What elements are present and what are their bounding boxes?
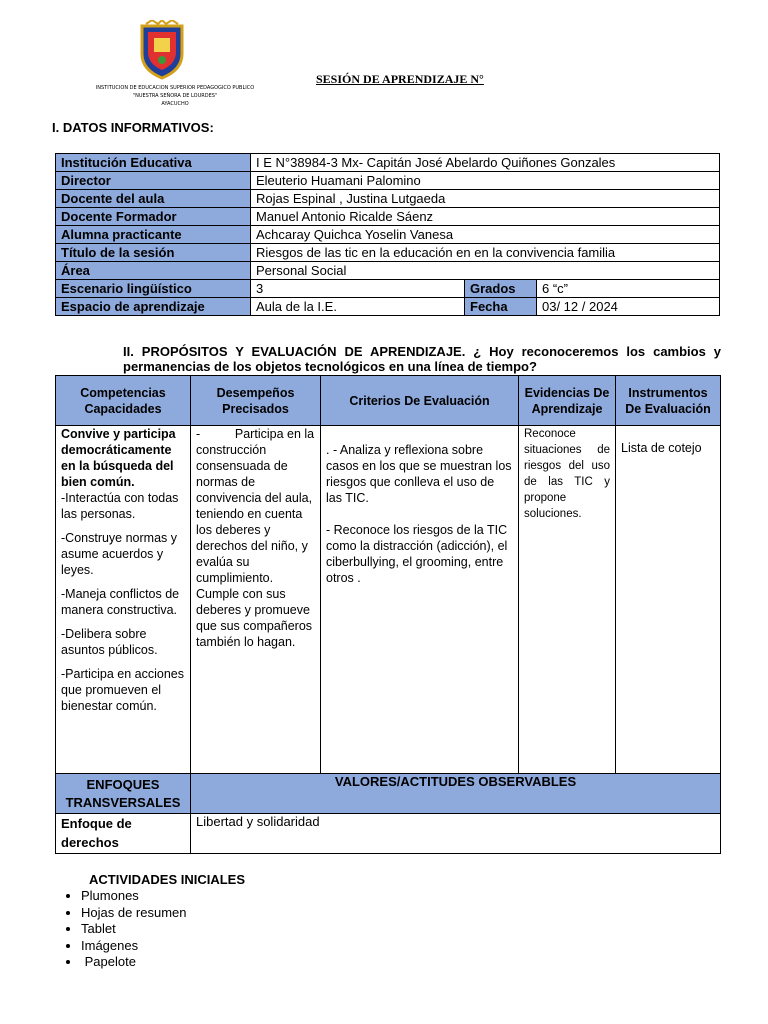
row-value: 6 “c” bbox=[537, 280, 720, 298]
capacidad-item: -Maneja conflictos de manera constructiva. bbox=[61, 587, 180, 617]
column-header: Competencias Capacidades bbox=[56, 376, 191, 426]
page-title: SESIÓN DE APRENDIZAJE N° bbox=[316, 72, 484, 86]
row-label: Espacio de aprendizaje bbox=[56, 298, 251, 316]
list-item: • Papelote bbox=[81, 954, 187, 971]
capacidad-item: -Delibera sobre asuntos públicos. bbox=[61, 627, 158, 657]
competencia-title: Convive y participa democráticamente en la búsqueda del bien común. bbox=[61, 427, 176, 489]
valor-cell: Libertad y solidaridad bbox=[191, 814, 721, 854]
list-item: • Tablet bbox=[81, 921, 187, 938]
table-row bbox=[56, 774, 721, 814]
row-label: Escenario lingüístico bbox=[56, 280, 251, 298]
list-item: • Imágenes bbox=[81, 938, 187, 955]
materials-list bbox=[52, 888, 187, 971]
evidencia-cell bbox=[519, 426, 616, 774]
column-header: Criterios De Evaluación bbox=[321, 376, 519, 426]
table-row bbox=[56, 172, 720, 190]
row-value: Personal Social bbox=[251, 262, 720, 280]
competencias-cell bbox=[56, 426, 191, 774]
row-label: Docente del aula bbox=[56, 190, 251, 208]
capacidad-item: -Interactúa con todas las personas. bbox=[61, 491, 179, 521]
table-row bbox=[56, 298, 720, 316]
row-value: Riesgos de las tic en la educación en en la convivencia familia bbox=[251, 244, 720, 262]
institution-motto: "NUESTRA SEÑORA DE LOURDES" bbox=[132, 93, 218, 99]
table-row bbox=[56, 226, 720, 244]
row-label: Fecha bbox=[465, 298, 537, 316]
table-row bbox=[56, 190, 720, 208]
institution-city: AYACUCHO bbox=[161, 101, 189, 107]
row-value: Eleuterio Huamani Palomino bbox=[251, 172, 720, 190]
list-item: • Plumones bbox=[81, 888, 187, 905]
row-value: Achcaray Quichca Yoselin Vanesa bbox=[251, 226, 720, 244]
section-3-heading: ACTIVIDADES INICIALES bbox=[89, 872, 246, 887]
row-label: Grados bbox=[465, 280, 537, 298]
row-value: 03/ 12 / 2024 bbox=[537, 298, 720, 316]
row-value: Aula de la I.E. bbox=[251, 298, 465, 316]
section-2-heading: II. PROPÓSITOS Y EVALUACIÓN DE APRENDIZAJE. ¿ Hoy reconoceremos los cambios y permanencias de los objetos tecnológicos en una línea de tiempo? bbox=[123, 344, 721, 374]
table-row bbox=[56, 262, 720, 280]
desempeno-text: - Participa en la construcción consensuada de normas de convivencia del aula, teniendo en cuenta los deberes y derechos del niño, y evalúa su cumplimiento. Cumple con sus deberes y promueve que sus compañeros también lo hagan. bbox=[196, 427, 318, 649]
row-label: Institución Educativa bbox=[56, 154, 251, 172]
column-header: Evidencias De Aprendizaje bbox=[519, 376, 616, 426]
desempeno-cell bbox=[191, 426, 321, 774]
capacidad-item: -Construye normas y asume acuerdos y leyes. bbox=[61, 531, 178, 577]
criterio-item: . - Analiza y reflexiona sobre casos en los que se muestran los riesgos que conlleva el uso de las TIC. bbox=[326, 443, 512, 505]
table-row bbox=[56, 154, 720, 172]
instrumento-text: Lista de cotejo bbox=[621, 441, 702, 455]
row-value: 3 bbox=[251, 280, 465, 298]
enfoques-header: ENFOQUES TRANSVERSALES bbox=[56, 774, 191, 814]
datos-informativos-table bbox=[55, 153, 720, 316]
row-value: Manuel Antonio Ricalde Sáenz bbox=[251, 208, 720, 226]
table-header-row bbox=[56, 376, 721, 426]
criterios-cell bbox=[321, 426, 519, 774]
list-item: • Hojas de resumen bbox=[81, 905, 187, 922]
table-row bbox=[56, 244, 720, 262]
row-value: I E N°38984-3 Mx- Capitán José Abelardo Quiñones Gonzales bbox=[251, 154, 720, 172]
row-label: Título de la sesión bbox=[56, 244, 251, 262]
institution-logo bbox=[138, 20, 186, 80]
table-row bbox=[56, 426, 721, 774]
row-value: Rojas Espinal , Justina Lutgaeda bbox=[251, 190, 720, 208]
section-1-heading: I. DATOS INFORMATIVOS: bbox=[52, 120, 214, 135]
column-header: Desempeños Precisados bbox=[191, 376, 321, 426]
table-row bbox=[56, 814, 721, 854]
row-label: Alumna practicante bbox=[56, 226, 251, 244]
evidencia-text: Reconoce situaciones de riesgos del uso de las TIC y propone soluciones. bbox=[524, 428, 610, 520]
table-row bbox=[56, 280, 720, 298]
instrumento-cell bbox=[616, 426, 721, 774]
capacidad-item: -Participa en acciones que promueven el bienestar común. bbox=[61, 667, 184, 713]
row-label: Director bbox=[56, 172, 251, 190]
enfoque-cell: Enfoque de derechos bbox=[56, 814, 191, 854]
row-label: Área bbox=[56, 262, 251, 280]
valores-header: VALORES/ACTITUDES OBSERVABLES bbox=[191, 774, 721, 814]
row-label: Docente Formador bbox=[56, 208, 251, 226]
institution-name: INSTITUCION DE EDUCACION SUPERIOR PEDAGOGICO PUBLICO bbox=[95, 85, 255, 91]
criterio-item: - Reconoce los riesgos de la TIC como la distracción (adicción), el ciberbullying, el grooming, entre otros . bbox=[326, 523, 508, 585]
column-header: Instrumentos De Evaluación bbox=[616, 376, 721, 426]
table-row bbox=[56, 208, 720, 226]
propositos-table bbox=[55, 375, 721, 854]
